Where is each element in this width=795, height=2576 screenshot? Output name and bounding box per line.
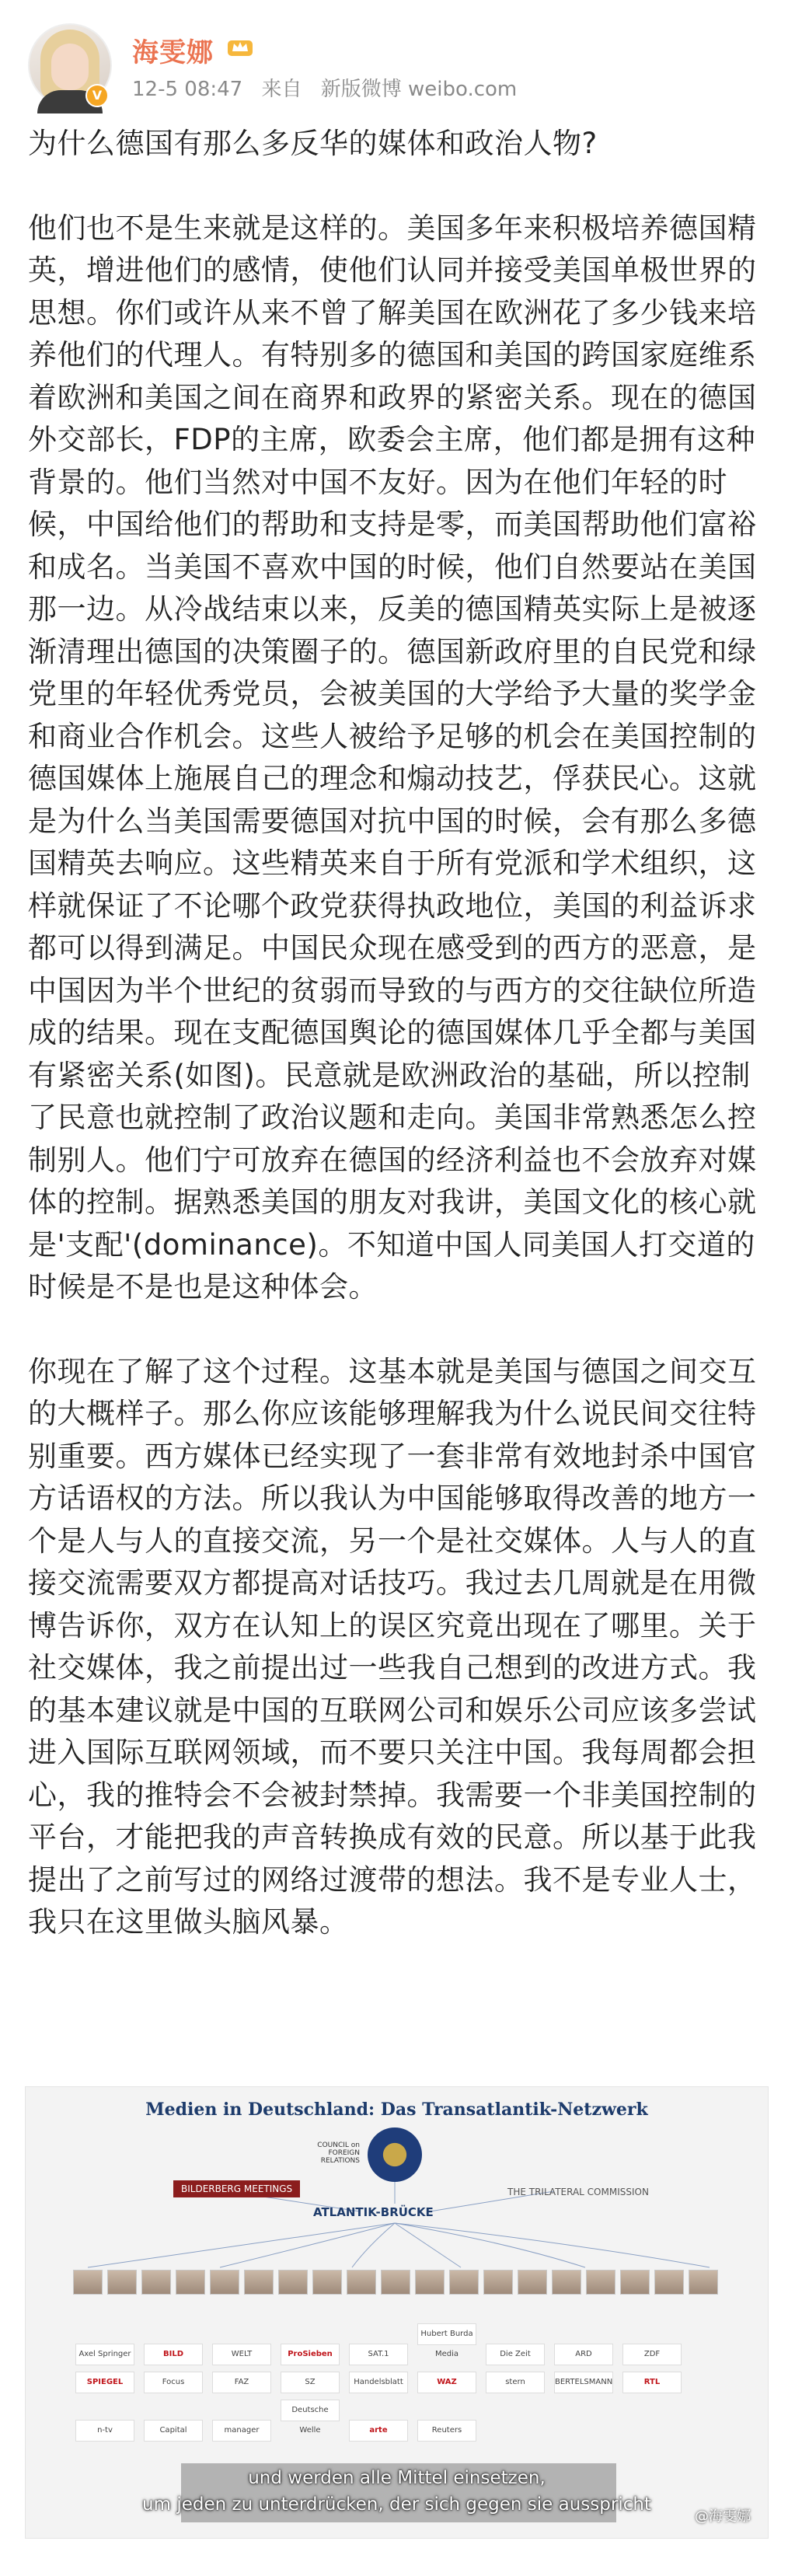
media-logo: WELT — [212, 2344, 271, 2365]
post-source[interactable]: 新版微博 weibo.com — [320, 78, 518, 101]
portrait-thumbnail — [449, 2270, 479, 2295]
media-logo: n-tv — [75, 2420, 134, 2442]
media-logo: Capital — [144, 2420, 203, 2442]
portrait-thumbnail — [176, 2270, 205, 2295]
source-prefix: 来自 — [261, 78, 302, 101]
portrait-thumbnail — [620, 2270, 650, 2295]
atlantik-bruecke-label: ATLANTIK-BRÜCKE — [313, 2205, 434, 2219]
media-logo: SZ — [281, 2372, 340, 2393]
media-logo: SPIEGEL — [75, 2372, 134, 2393]
cfr-label: COUNCIL on FOREIGN RELATIONS — [317, 2141, 360, 2165]
bilderberg-label: BILDERBERG MEETINGS — [173, 2180, 300, 2197]
video-subtitle — [26, 2465, 768, 2518]
media-logo: Die Zeit — [486, 2344, 545, 2365]
cfr-seal-icon — [368, 2127, 422, 2182]
media-logo: Deutsche Welle — [281, 2400, 340, 2421]
portrait-thumbnail — [552, 2270, 581, 2295]
post-time[interactable]: 12-5 08:47 — [132, 78, 243, 101]
media-logo: WAZ — [417, 2372, 476, 2393]
trilateral-label: THE TRILATERAL COMMISSION — [507, 2187, 649, 2197]
post-meta — [132, 73, 529, 102]
media-logo: BERTELSMANN — [554, 2372, 613, 2393]
portrait-thumbnail — [518, 2270, 547, 2295]
media-logo: Reuters — [417, 2420, 476, 2442]
portrait-thumbnail — [689, 2270, 718, 2295]
verified-badge-icon: V — [85, 84, 109, 107]
portrait-thumbnail — [278, 2270, 308, 2295]
portrait-thumbnail — [347, 2270, 376, 2295]
media-logo: Axel Springer — [75, 2344, 134, 2365]
media-logo: ZDF — [622, 2344, 682, 2365]
portrait-thumbnail — [381, 2270, 410, 2295]
post-header — [0, 0, 795, 124]
media-logo: RTL — [622, 2372, 682, 2393]
media-logo: ARD — [554, 2344, 613, 2365]
post-paragraph-1: 他们也不是生来就是这样的。美国多年来积极培养德国精英，增进他们的感情，使他们认同并接受美国单极世界的思想。你们或许从来不曾了解美国在欧洲花了多少钱来培养他们的代理人。有特别多的德国和美国的跨国家庭维系着欧洲和美国之间在商界和政界的紧密关系。现在的德国外交部长，FDP的主席，欧委会主席，他们都是拥有这种背景的。他们当然对中国不友好。因为在他们年轻的时候，中国给他们的帮助和支持是零，而美国帮助他们富裕和成名。当美国不喜欢中国的时候，他们自然要站在美国那一边。从冷战结束以来，反美的德国精英实际上是被逐渐清理出德国的决策圈子的。德国新政府里的自民党和绿党里的年轻优秀党员，会被美国的大学给予大量的奖学金和商业合作机会。这些人被给予足够的机会在美国控制的德国媒体上施展自己的理念和煽动技艺，俘获民心。这就是为什么当美国需要德国对抗中国的时候，会有那么多德国精英去响应。这些精英来自于所有党派和学术组织，这样就保证了不论哪个政党获得执政地位，美国的利益诉求都可以得到满足。中国民众现在感受到的西方的恶意，是中国因为半个世纪的贫弱而导致的与西方的交往缺位所造成的结果。现在支配德国舆论的德国媒体几乎全都与美国有紧密关系(如图)。民意就是欧洲政治的基础，所以控制了民意也就控制了政治议题和走向。美国非常熟悉怎么控制别人。他们宁可放弃在德国的经济利益也不会放弃对媒体的控制。据熟悉美国的朋友对我讲，美国文化的核心就是'支配'(dominance)。不知道中国人同美国人打交道的时候是不是也是这种体会。 — [28, 211, 757, 1304]
media-logo: manager — [212, 2420, 271, 2442]
subtitle-line-1: und werden alle Mittel einsetzen, — [248, 2468, 546, 2488]
portrait-row — [71, 2267, 724, 2300]
portrait-thumbnail — [244, 2270, 274, 2295]
media-logo: Hubert Burda Media — [417, 2323, 476, 2345]
portrait-thumbnail — [312, 2270, 342, 2295]
media-logo: Focus — [144, 2372, 203, 2393]
portrait-thumbnail — [586, 2270, 615, 2295]
portrait-thumbnail — [107, 2270, 137, 2295]
portrait-thumbnail — [141, 2270, 171, 2295]
username-link[interactable]: 海雯娜 — [132, 37, 214, 68]
subtitle-line-2: um jeden zu unterdrücken, der sich gegen sie ausspricht — [142, 2494, 651, 2515]
portrait-thumbnail — [210, 2270, 239, 2295]
media-logo: SAT.1 — [349, 2344, 408, 2365]
post-title-paragraph: 为什么德国有那么多反华的媒体和政治人物? — [28, 127, 598, 160]
image-title: Medien in Deutschland: Das Transatlantik-Netzwerk — [145, 2100, 648, 2120]
portrait-thumbnail — [415, 2270, 445, 2295]
vip-crown-icon — [225, 33, 255, 58]
portrait-thumbnail — [483, 2270, 513, 2295]
image-watermark: @海雯娜 — [695, 2508, 751, 2525]
post-image[interactable] — [25, 2086, 769, 2539]
media-logo: BILD — [144, 2344, 203, 2365]
media-logo-grid — [71, 2320, 724, 2445]
portrait-thumbnail — [73, 2270, 103, 2295]
media-logo: FAZ — [212, 2372, 271, 2393]
post-body — [28, 123, 770, 1986]
portrait-thumbnail — [654, 2270, 684, 2295]
media-logo: arte — [349, 2420, 408, 2442]
post-paragraph-2: 你现在了解了这个过程。这基本就是美国与德国之间交互的大概样子。那么你应该能够理解我为什么说民间交往特别重要。西方媒体已经实现了一套非常有效地封杀中国官方话语权的方法。所以我认为中国能够取得改善的地方一个是人与人的直接交流，另一个是社交媒体。人与人的直接交流需要双方都提高对话技巧。我过去几周就是在用微博告诉你，双方在认知上的误区究竟出现在了哪里。关于社交媒体，我之前提出过一些我自己想到的改进方式。我的基本建议就是中国的互联网公司和娱乐公司应该多尝试进入国际互联网领域，而不要只关注中国。我每周都会担心，我的推特会不会被封禁掉。我需要一个非美国控制的平台，才能把我的声音转换成有效的民意。所以基于此我提出了之前写过的网络过渡带的想法。我不是专业人士，我只在这里做头脑风暴。 — [28, 1354, 757, 1939]
media-logo: ProSieben — [281, 2344, 340, 2365]
media-logo: stern — [486, 2372, 545, 2393]
media-logo: Handelsblatt — [349, 2372, 408, 2393]
